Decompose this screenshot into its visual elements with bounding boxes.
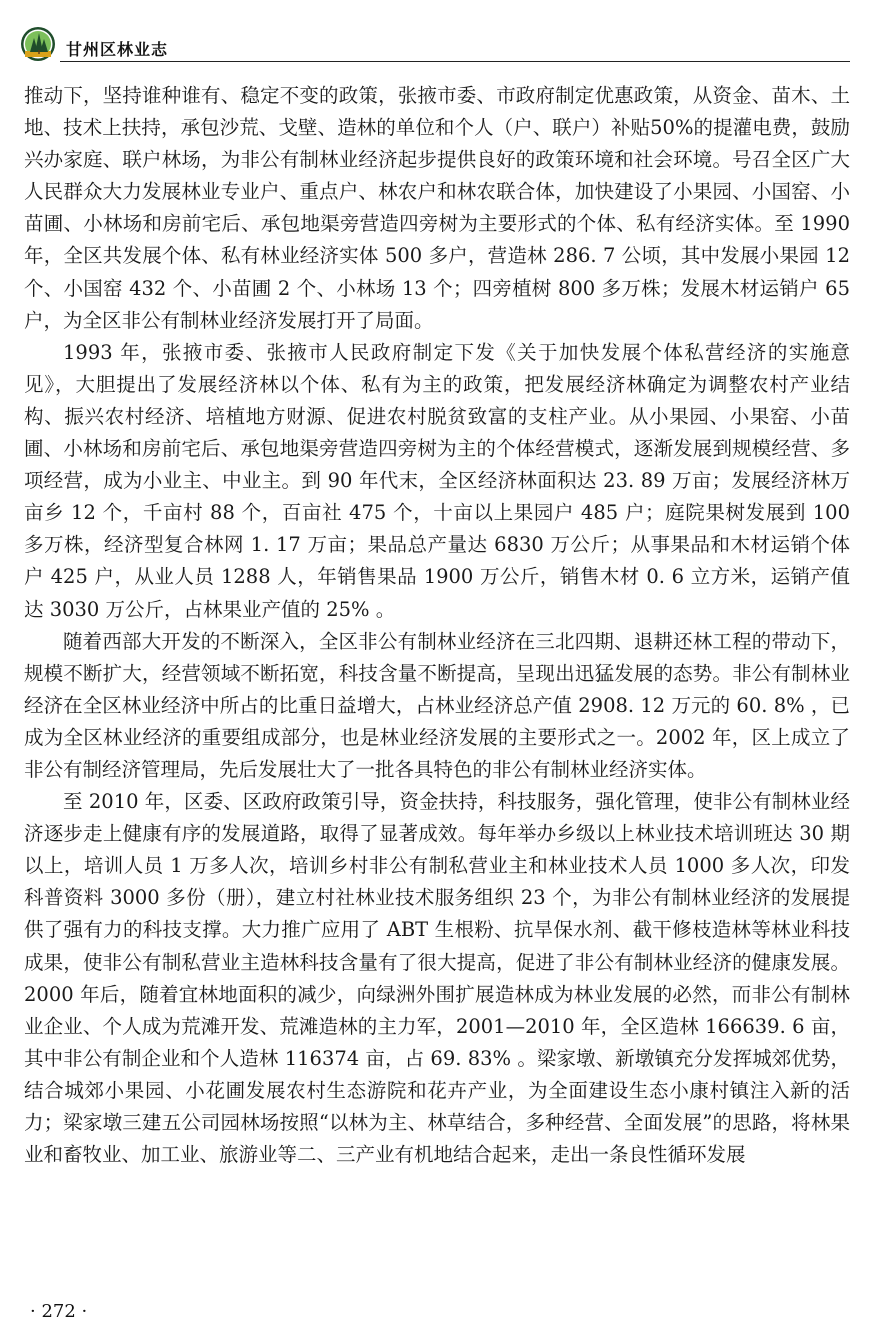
main-text (24, 80, 850, 1171)
page-number: · 272 · (30, 1301, 88, 1322)
book-title: 甘州区林业志 (66, 40, 169, 59)
page-header (20, 26, 850, 64)
paragraph-1: 推动下，坚持谁种谁有、稳定不变的政策，张掖市委、市政府制定优惠政策，从资金、苗木、土地、技术上扶持，承包沙荒、戈壁、造林的单位和个人（户、联户）补贴50%的提灌电费，鼓励兴办家庭、联户林场，为非公有制林业经济起步提供良好的政策环境和社会环境。号召全区广大人民群众大力发展林业专业户、重点户、林农户和林农联合体，加快建设了小果园、小国窑、小苗圃、小林场和房前宅后、承包地渠旁营造四旁树为主要形式的个体、私有经济实体。至 1990 年，全区共发展个体、私有林业经济实体 500 多户，营造林 286. 7 公顷，其中发展小果园 12 个、小国窑 432 个、小苗圃 2 个、小林场 13 个；四旁植树 800 多万株；发展木材运销户 65 户，为全区非公有制林业经济发展打开了局面。 (24, 84, 850, 332)
forest-tree-logo-icon (20, 26, 56, 62)
header-divider (60, 61, 850, 62)
paragraph-4: 至 2010 年，区委、区政府政策引导，资金扶持，科技服务，强化管理，使非公有制林业经济逐步走上健康有序的发展道路，取得了显著成效。每年举办乡级以上林业技术培训班达 30 期以上，培训人员 1 万多人次，培训乡村非公有制私营业主和林业技术人员 1000 多人次，印发科普资料 3000 多份（册），建立村社林业技术服务组织 23 个，为非公有制林业经济的发展提供了强有力的科技支撑。大力推广应用了 ABT 生根粉、抗旱保水剂、截干修枝造林等林业科技成果，使非公有制私营业主造林科技含量有了很大提高，促进了非公有制林业经济的健康发展。2000 年后，随着宜林地面积的减少，向绿洲外围扩展造林成为林业发展的必然，而非公有制林业企业、个人成为荒滩开发、荒滩造林的主力军，2001—2010 年，全区造林 166639. 6 亩，其中非公有制企业和个人造林 116374 亩，占 69. 83% 。梁家墩、新墩镇充分发挥城郊优势，结合城郊小果园、小花圃发展农村生态游院和花卉产业，为全面建设生态小康村镇注入新的活力；梁家墩三建五公司园林场按照“以林为主、林草结合，多种经营、全面发展”的思路，将林果业和畜牧业、加工业、旅游业等二、三产业有机地结合起来，走出一条良性循环发展 (24, 790, 850, 1167)
paragraph-2: 1993 年，张掖市委、张掖市人民政府制定下发《关于加快发展个体私营经济的实施意见》，大胆提出了发展经济林以个体、私有为主的政策，把发展经济林确定为调整农村产业结构、振兴农村经济、培植地方财源、促进农村脱贫致富的支柱产业。从小果园、小果窑、小苗圃、小林场和房前宅后、承包地渠旁营造四旁树为主的个体经营模式，逐渐发展到规模经营、多项经营，成为小业主、中业主。到 90 年代末，全区经济林面积达 23. 89 万亩；发展经济林万亩乡 12 个，千亩村 88 个，百亩社 475 个，十亩以上果园户 485 户；庭院果树发展到 100 多万株，经济型复合林网 1. 17 万亩；果品总产量达 6830 万公斤；从事果品和木材运销个体户 425 户，从业人员 1288 人，年销售果品 1900 万公斤，销售木材 0. 6 立方米，运销产值达 3030 万公斤，占林果业产值的 25% 。 (24, 340, 850, 621)
paragraph-3: 随着西部大开发的不断深入，全区非公有制林业经济在三北四期、退耕还林工程的带动下，规模不断扩大，经营领域不断拓宽，科技含量不断提高，呈现出迅猛发展的态势。非公有制林业经济在全区林业经济中所占的比重日益增大，占林业经济总产值 2908. 12 万元的 60. 8% ，已成为全区林业经济的重要组成部分，也是林业经济发展的主要形式之一。2002 年，区上成立了非公有制经济管理局，先后发展壮大了一批各具特色的非公有制林业经济实体。 (24, 629, 850, 781)
